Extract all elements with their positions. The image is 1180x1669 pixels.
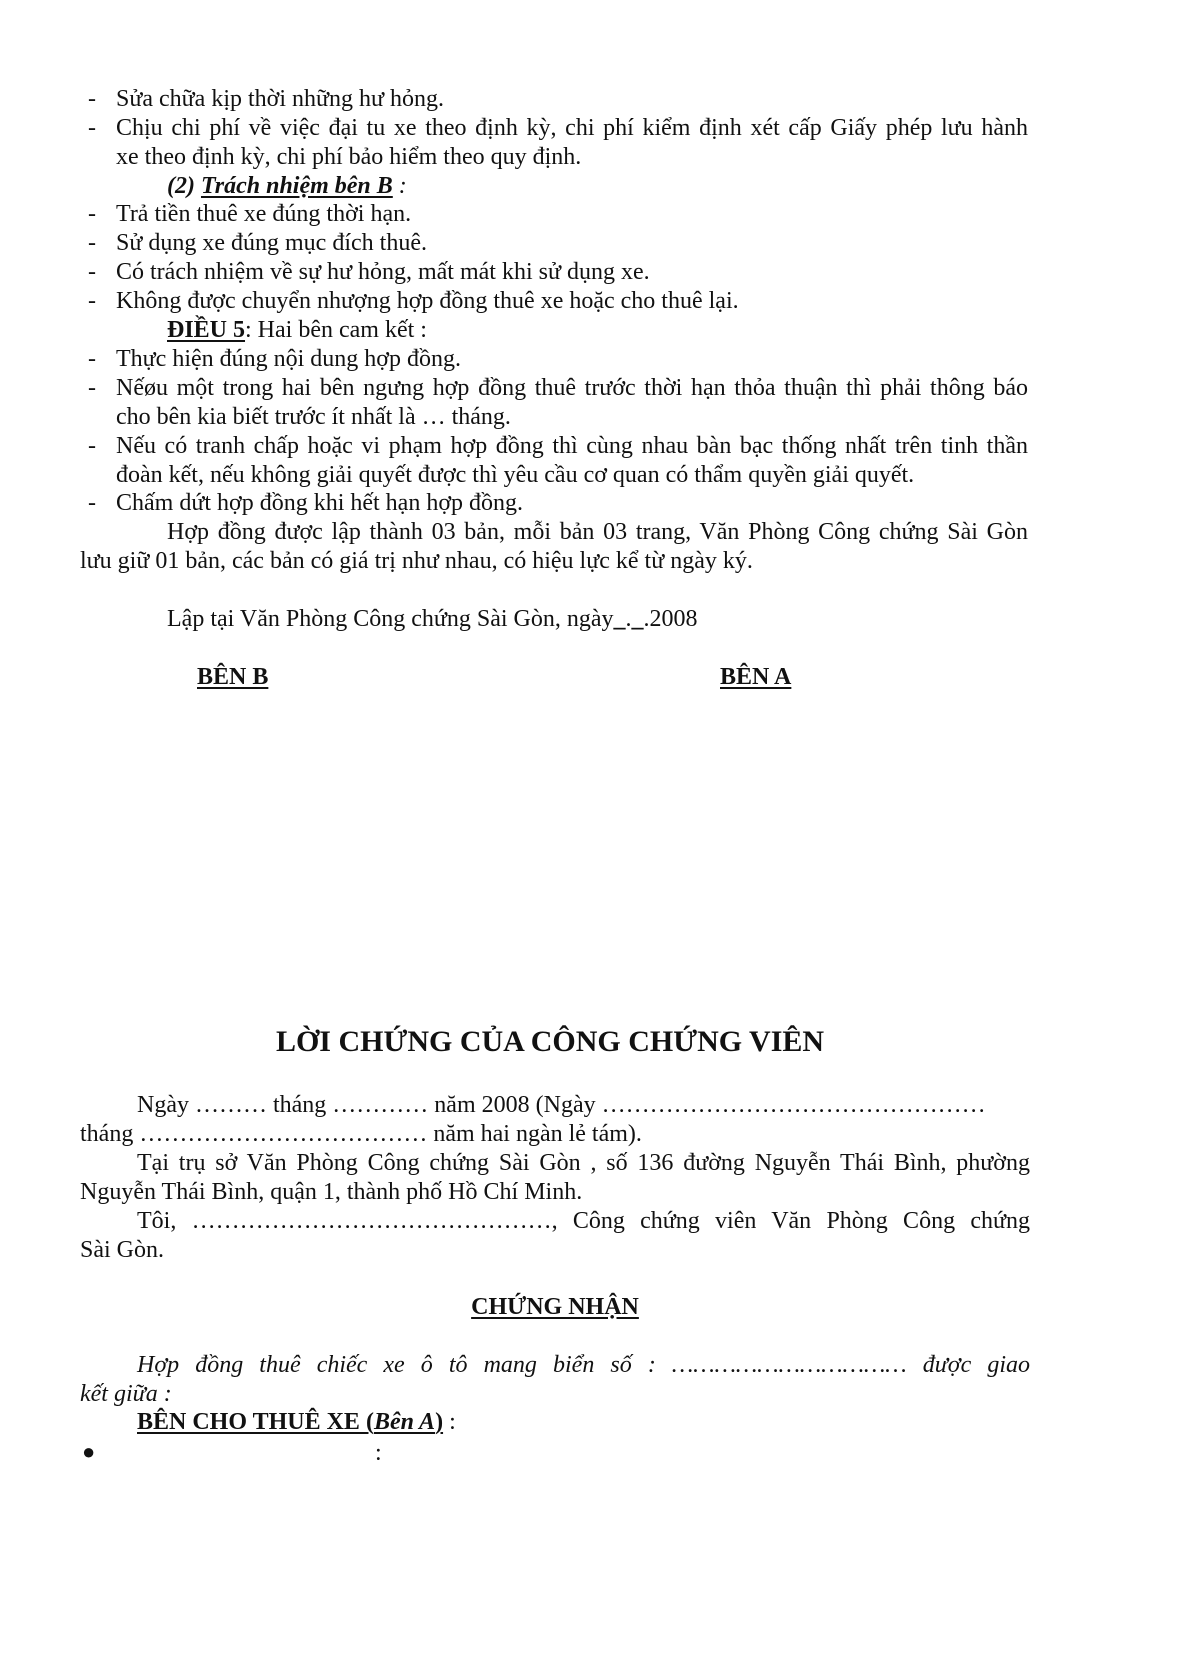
list-item: Có trách nhiệm về sự hư hỏng, mất mát khi sử dụng xe. — [116, 259, 650, 285]
list-item: Nếu có tranh chấp hoặc vi phạm hợp đồng thì cùng nhau bàn bạc thống nhất trên tinh thần — [116, 433, 1028, 459]
article-label: ĐIỀU 5 — [167, 317, 246, 343]
contract-line2: kết giữa : — [80, 1381, 172, 1407]
list-dash: - — [88, 201, 96, 227]
list-item: Chấm dứt hợp đồng khi hết hạn hợp đồng. — [116, 490, 524, 516]
contract-line1: Hợp đồng thuê chiếc xe ô tô mang biển số : …………………………… được giao — [137, 1352, 1030, 1378]
list-dash: - — [88, 288, 96, 314]
heading-number: (2) — [167, 173, 195, 199]
notary-date-line1: Ngày ……… tháng ………… năm 2008 (Ngày ………………………………………… — [137, 1092, 986, 1118]
list-item: Trả tiền thuê xe đúng thời hạn. — [116, 201, 412, 227]
list-item: Sử dụng xe đúng mục đích thuê. — [116, 230, 427, 256]
place-date-line — [167, 604, 698, 634]
list-dash: - — [88, 346, 96, 372]
month-blank: _ — [631, 606, 644, 632]
list-item: Không được chuyển nhượng hợp đồng thuê xe hoặc cho thuê lại. — [116, 288, 739, 314]
list-dash: - — [88, 115, 96, 141]
notary-name-line1: Tôi, ………………………………………, Công chứng viên Văn Phòng Công chứng — [137, 1208, 1030, 1234]
list-item: Nếøu một trong hai bên ngưng hợp đồng thuê trước thời hạn thỏa thuận thì phải thông báo — [116, 375, 1028, 401]
lessor-heading-suffix: : — [443, 1409, 456, 1435]
list-dash: - — [88, 259, 96, 285]
list-item-continued: cho bên kia biết trước ít nhất là … tháng. — [116, 404, 511, 430]
list-item: Sửa chữa kịp thời những hư hỏng. — [116, 86, 445, 112]
list-dash: - — [88, 86, 96, 112]
day-blank: _ — [613, 606, 626, 632]
bullet-field-colon: : — [375, 1440, 382, 1466]
section-heading-party-b — [167, 171, 407, 201]
copies-paragraph-line2: lưu giữ 01 bản, các bản có giá trị như nhau, có hiệu lực kể từ ngày ký. — [80, 548, 753, 574]
list-dash: - — [88, 375, 96, 401]
heading-title: Trách nhiệm bên B — [200, 173, 393, 199]
list-dash: - — [88, 490, 96, 516]
date-year: .2008 — [643, 606, 698, 632]
notary-office-line2: Nguyễn Thái Bình, quận 1, thành phố Hồ Chí Minh. — [80, 1179, 583, 1205]
list-dash: - — [88, 433, 96, 459]
list-item: Thực hiện đúng nội dung hợp đồng. — [116, 346, 461, 372]
heading-suffix: : — [398, 173, 407, 199]
certify-heading: CHỨNG NHẬN — [471, 1294, 639, 1320]
bullet-icon: ● — [82, 1439, 96, 1464]
notary-office-line1: Tại trụ sở Văn Phòng Công chứng Sài Gòn , số 136 đường Nguyễn Thái Bình, phường — [137, 1150, 1030, 1176]
list-item-continued: đoàn kết, nếu không giải quyết được thì yêu cầu cơ quan có thẩm quyền giải quyết. — [116, 462, 915, 488]
lessor-heading — [137, 1407, 456, 1437]
article-text: : Hai bên cam kết : — [245, 317, 427, 343]
signature-party-a: BÊN A — [720, 664, 792, 690]
article-5-heading — [167, 315, 427, 345]
lessor-party: Bên A — [373, 1409, 436, 1435]
list-item: Chịu chi phí về việc đại tu xe theo định kỳ, chi phí kiểm định xét cấp Giấy phép lưu hành — [116, 115, 1028, 141]
copies-paragraph-line1: Hợp đồng được lập thành 03 bản, mỗi bản 03 trang, Văn Phòng Công chứng Sài Gòn — [167, 519, 1028, 545]
signature-party-b: BÊN B — [197, 664, 269, 690]
notary-title: LỜI CHỨNG CỦA CÔNG CHỨNG VIÊN — [275, 1025, 825, 1058]
notary-date-line2: tháng ……………………………… năm hai ngàn lẻ tám). — [80, 1121, 642, 1147]
list-item-continued: xe theo định kỳ, chi phí bảo hiểm theo quy định. — [116, 144, 582, 170]
date-separator: . — [625, 606, 632, 632]
list-dash: - — [88, 230, 96, 256]
place-date-prefix: Lập tại Văn Phòng Công chứng Sài Gòn, ngày — [167, 606, 614, 632]
notary-name-line2: Sài Gòn. — [80, 1237, 164, 1263]
lessor-heading-text: BÊN CHO THUÊ XE (Bên A) — [137, 1409, 444, 1435]
